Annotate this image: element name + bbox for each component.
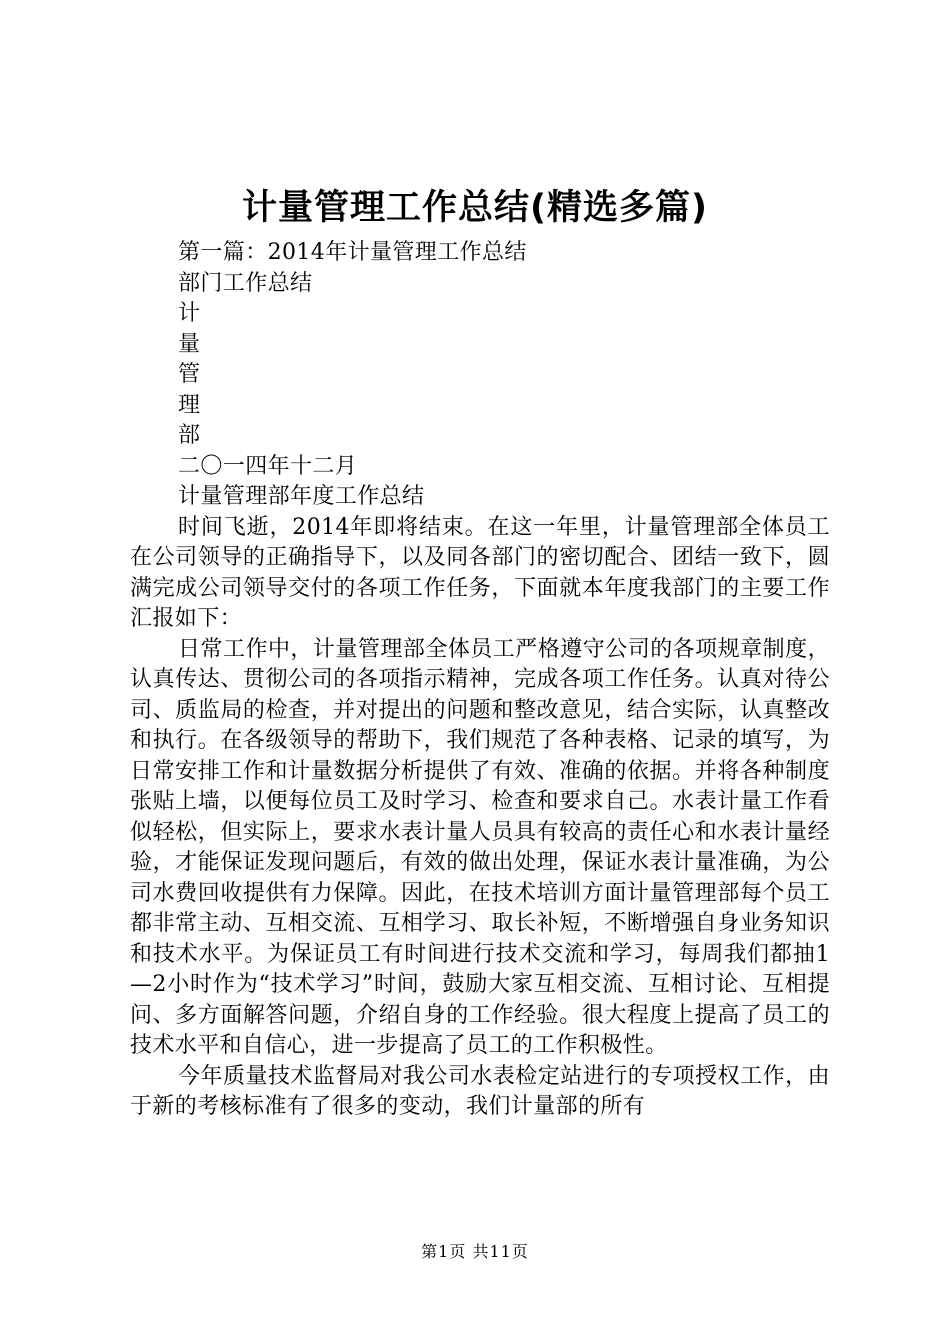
page-footer: 第1页 共11页	[421, 1242, 529, 1261]
document-body	[130, 238, 830, 1123]
vertical-text-char: 计	[178, 301, 201, 326]
document-title: 计量管理工作总结(精选多篇)	[242, 188, 708, 228]
vertical-text-char: 量	[178, 331, 201, 357]
department-summary-label: 部门工作总结	[178, 270, 313, 296]
paragraph-intro: 时间飞逝，2014年即将结束。在这一年里，计量管理部全体员工在公司领导的正确指导下，以及同各部门的密切配合、团结一致下，圆满完成公司领导交付的各项工作任务，下面就本年度我部门的主要工作汇报如下：	[130, 514, 830, 631]
report-subtitle: 计量管理部年度工作总结	[178, 484, 425, 509]
document-date: 二〇一四年十二月	[178, 453, 358, 479]
vertical-text-char: 理	[178, 392, 201, 418]
chapter-heading: 第一篇：2014年计量管理工作总结	[178, 240, 527, 265]
paragraph-daily-work: 日常工作中，计量管理部全体员工严格遵守公司的各项规章制度，认真传达、贯彻公司的各项指示精神，完成各项工作任务。认真对待公司、质监局的检查，并对提出的问题和整改意见，结合实际，认真整改和执行。在各级领导的帮助下，我们规范了各种表格、记录的填写，为日常安排工作和计量数据分析提供了有效、准确的依据。并将各种制度张贴上墙，以便每位员工及时学习、检查和要求自己。水表计量工作看似轻松，但实际上，要求水表计量人员具有较高的责任心和水表计量经验，才能保证发现问题后，有效的做出处理，保证水表计量准确，为公司水费回收提供有力保障。因此，在技术培训方面计量管理部每个员工都非常主动、互相交流、互相学习、取长补短，不断增强自身业务知识和技术水平。为保证员工有时间进行技术交流和学习，每周我们都抽1—2小时作为“技术学习”时间，鼓励大家互相交流、互相讨论、互相提问、多方面解答问题，介绍自身的工作经验。很大程度上提高了员工的技术水平和自信心，进一步提高了员工的工作积极性。	[130, 636, 830, 1058]
paragraph-authorization: 今年质量技术监督局对我公司水表检定站进行的专项授权工作，由于新的考核标准有了很多的变动，我们计量部的所有	[130, 1063, 830, 1119]
vertical-text-char: 部	[178, 423, 201, 448]
vertical-text-char: 管	[178, 362, 201, 387]
